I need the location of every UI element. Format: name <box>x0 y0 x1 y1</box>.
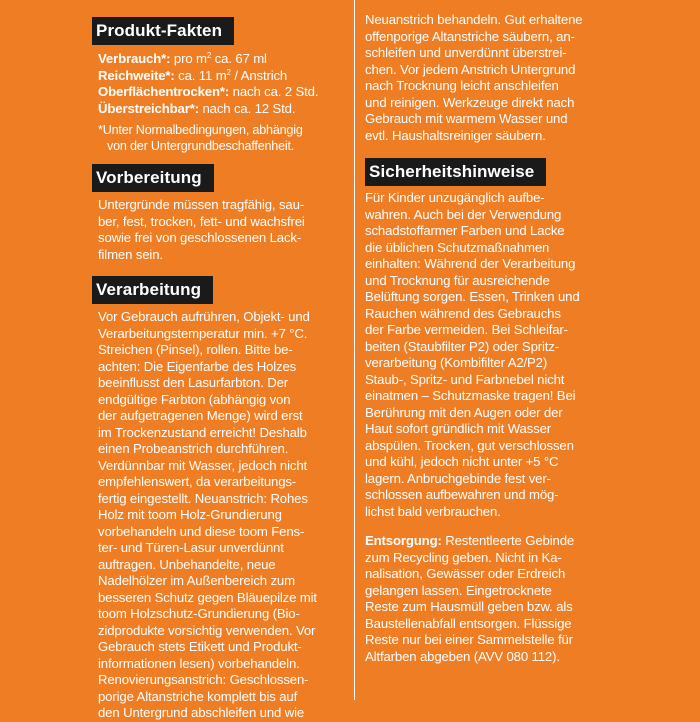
sicherheitshinweise-heading: Sicherheitshinweise <box>365 158 546 186</box>
sicherheitshinweise-text: Für Kinder unzugänglich aufbe- wahren. Auch bei der Verwendung schadstoffarmer Farben und Lacke die üblichen Schutzmaßnahmen einhalten: Während der Verarbeitung und Trocknung für ausreichende Belüftung sorgen. Essen, Trinken und Rauchen während des Gebrauchs der Farbe vermeiden. Bei Schleifar- beiten (Staubfilter P2) oder Spritz- verarbeitung (Kombifilter A2/P2) Staub-, Spritz- und Farbnebel nicht einatmen – Schutzmaske tragen! Bei Berührung mit den Augen oder der Haut sofort gründlich mit Wasser abspülen. Trocken, gut verschlossen und kühl, jedoch nicht unter +5 °C lagern. Anbruchgebinde fest ver- schlossen aufbewahren und mög- lichst bald verbrauchen. <box>365 190 580 519</box>
produkt-fakten-list <box>98 51 350 117</box>
vorbereitung-heading: Vorbereitung <box>92 164 214 192</box>
produkt-fakten-footnote: *Unter Normalbedingungen, abhängig von der Untergrundbeschaffenheit. <box>98 123 303 153</box>
entsorgung-first-line: Entsorgung: Restentleerte Gebinde <box>365 533 575 548</box>
fact-row-oberflaechentrocken: Oberflächentrocken*: nach ca. 2 Std. <box>98 84 319 99</box>
vorbereitung-text: Untergründe müssen tragfähig, sau- ber, fest, trocken, fett- und wachsfrei sowie frei von geschlossenen Lack- filmen sein. <box>98 197 305 262</box>
fact-row-verbrauch: Verbrauch*: pro $m^2$ ca. 67 ml <box>98 51 267 66</box>
verarbeitung-text: Vor Gebrauch aufrühren, Objekt- und Verarbeitungstemperatur min. +7 °C. Streichen (Pinsel), rollen. Bitte be- achten: Die Eigenfarbe des Holzes beeinflusst den Lasurfarbton. Der endgültige Farbton (abhängig von der aufgetragenen Menge) wird erst im Trockenzustand erreicht! Deshalb einen Probeanstrich durchführen. Verdünnbar mit Wasser, jedoch nicht empfehlenswert, da verarbeitungs- fertig eingestellt. Neuanstrich: Rohes Holz mit toom Holz-Grundierung vorbehandeln und diese toom Fens- ter- und Türen-Lasur unverdünnt auftragen. Unbehandelte, neue Nadelhölzer im Außenbereich zum besseren Schutz gegen Bläuepilze mit toom Holzschutz-Grundierung (Bio- zidprodukte vorsichtig verwenden. Vor Gebrauch stets Etikett und Produkt- informationen lesen) vorbehandeln. Renovierungsanstrich: Geschlossen- porige Altanstriche komplett bis auf den Untergrund abschleifen und wie <box>98 309 317 720</box>
entsorgung-label: Entsorgung: <box>365 533 442 548</box>
verarbeitung-fortsetzung-text: Neuanstrich behandeln. Gut erhaltene offenporige Altanstriche säubern, an- schleifen und unverdünnt überstrei- chen. Vor jedem Anstrich Untergrund nach Trocknung leicht anschleifen und reinigen. Werkzeuge direkt nach Gebrauch mit warmem Wasser und evtl. Haushaltsreiniger säubern. <box>365 12 583 143</box>
right-column <box>354 0 700 700</box>
verarbeitung-heading: Verarbeitung <box>92 276 213 304</box>
entsorgung-text: Entsorgung: Restentleerte Gebinde zum Recycling geben. Nicht in Ka- nalisation, Gewässer oder Erdreich gelangen lassen. Eingetrocknete Reste zum Hausmüll geben bzw. als Baustellenabfall entsorgen. Flüssige Reste nur bei einer Sammelstelle für Altfarben abgeben (AVV 080 112). <box>365 533 585 665</box>
fact-row-reichweite: Reichweite*: ca. 11 $m^2$ / Anstrich <box>98 67 288 83</box>
produkt-fakten-heading: Produkt-Fakten <box>92 17 234 45</box>
fact-row-ueberstreichbar: Überstreichbar*: nach ca. 12 Std. <box>98 100 296 116</box>
